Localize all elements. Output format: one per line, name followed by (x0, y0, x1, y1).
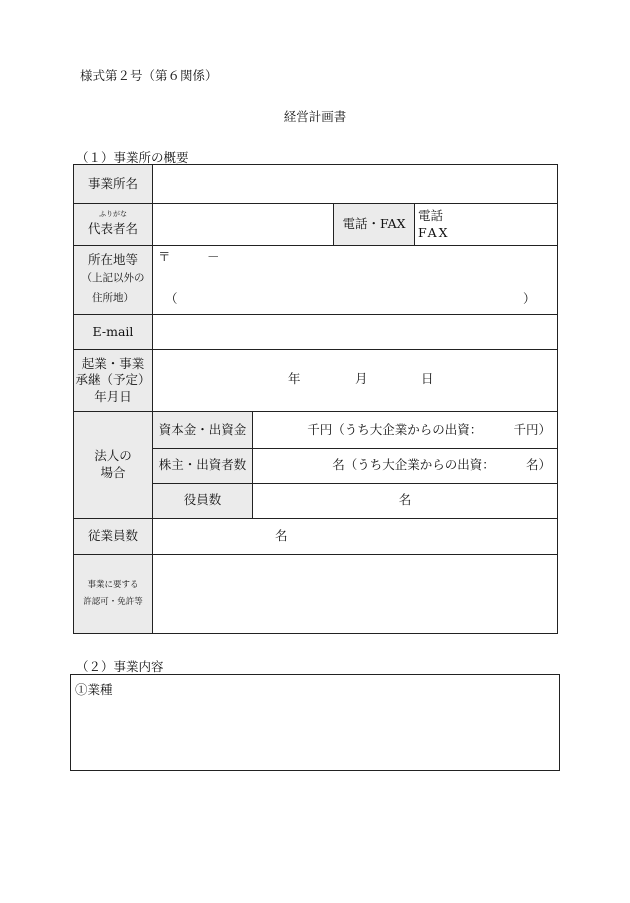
capital-label: 資本金・出資金 (153, 412, 253, 448)
shareholders-field[interactable]: 名（うち大企業からの出資： 名） (253, 448, 558, 483)
capital-field[interactable]: 千円（うち大企業からの出資： 千円） (253, 412, 558, 448)
phone-fax-label: 電話・FAX (334, 204, 415, 246)
phone-label: 電話 (418, 207, 444, 223)
business-content-box[interactable] (70, 674, 560, 771)
employees-field[interactable]: 名 (153, 518, 558, 554)
section1-heading: （１）事業所の概要 (76, 150, 189, 165)
officers-field[interactable]: 名 (253, 483, 558, 518)
section2-heading: （２）事業内容 (76, 659, 164, 674)
office-overview-table (73, 164, 558, 634)
form-number: 様式第２号（第６関係） (80, 68, 218, 83)
address-label: 所在地等 （上記以外の 住所地） (74, 246, 153, 315)
industry-label: ①業種 (75, 682, 113, 697)
postal-mark: 〒 (158, 249, 171, 265)
employees-label: 従業員数 (74, 518, 153, 554)
address-paren-open: （ (165, 291, 178, 307)
day-label: 日 (421, 370, 434, 386)
representative-name-field[interactable] (153, 204, 334, 246)
shareholders-label: 株主・出資者数 (153, 448, 253, 483)
founding-date-label: 起業・事業 承継（予定） 年月日 (74, 350, 153, 412)
office-name-label: 事業所名 (74, 165, 153, 204)
representative-ruby: ふりがな (99, 210, 127, 219)
address-paren-close: ） (523, 291, 536, 307)
year-label: 年 (288, 370, 301, 386)
permits-label: 事業に要する 許認可・免許等 (74, 554, 153, 633)
document-title: 経営計画書 (283, 109, 347, 124)
permits-field[interactable] (153, 554, 558, 633)
corporation-label: 法人の 場合 (74, 412, 153, 518)
email-field[interactable] (153, 315, 558, 350)
phone-fax-field[interactable] (415, 204, 558, 246)
postal-dash: － (207, 249, 220, 265)
representative-label: ふりがな 代表者名 (74, 204, 153, 246)
email-label: E-mail (74, 315, 153, 350)
address-field[interactable] (153, 246, 558, 315)
office-name-field[interactable] (153, 165, 558, 204)
fax-label: FAX (418, 224, 450, 240)
founding-date-field[interactable] (153, 350, 558, 412)
officers-label: 役員数 (153, 483, 253, 518)
month-label: 月 (355, 370, 368, 386)
